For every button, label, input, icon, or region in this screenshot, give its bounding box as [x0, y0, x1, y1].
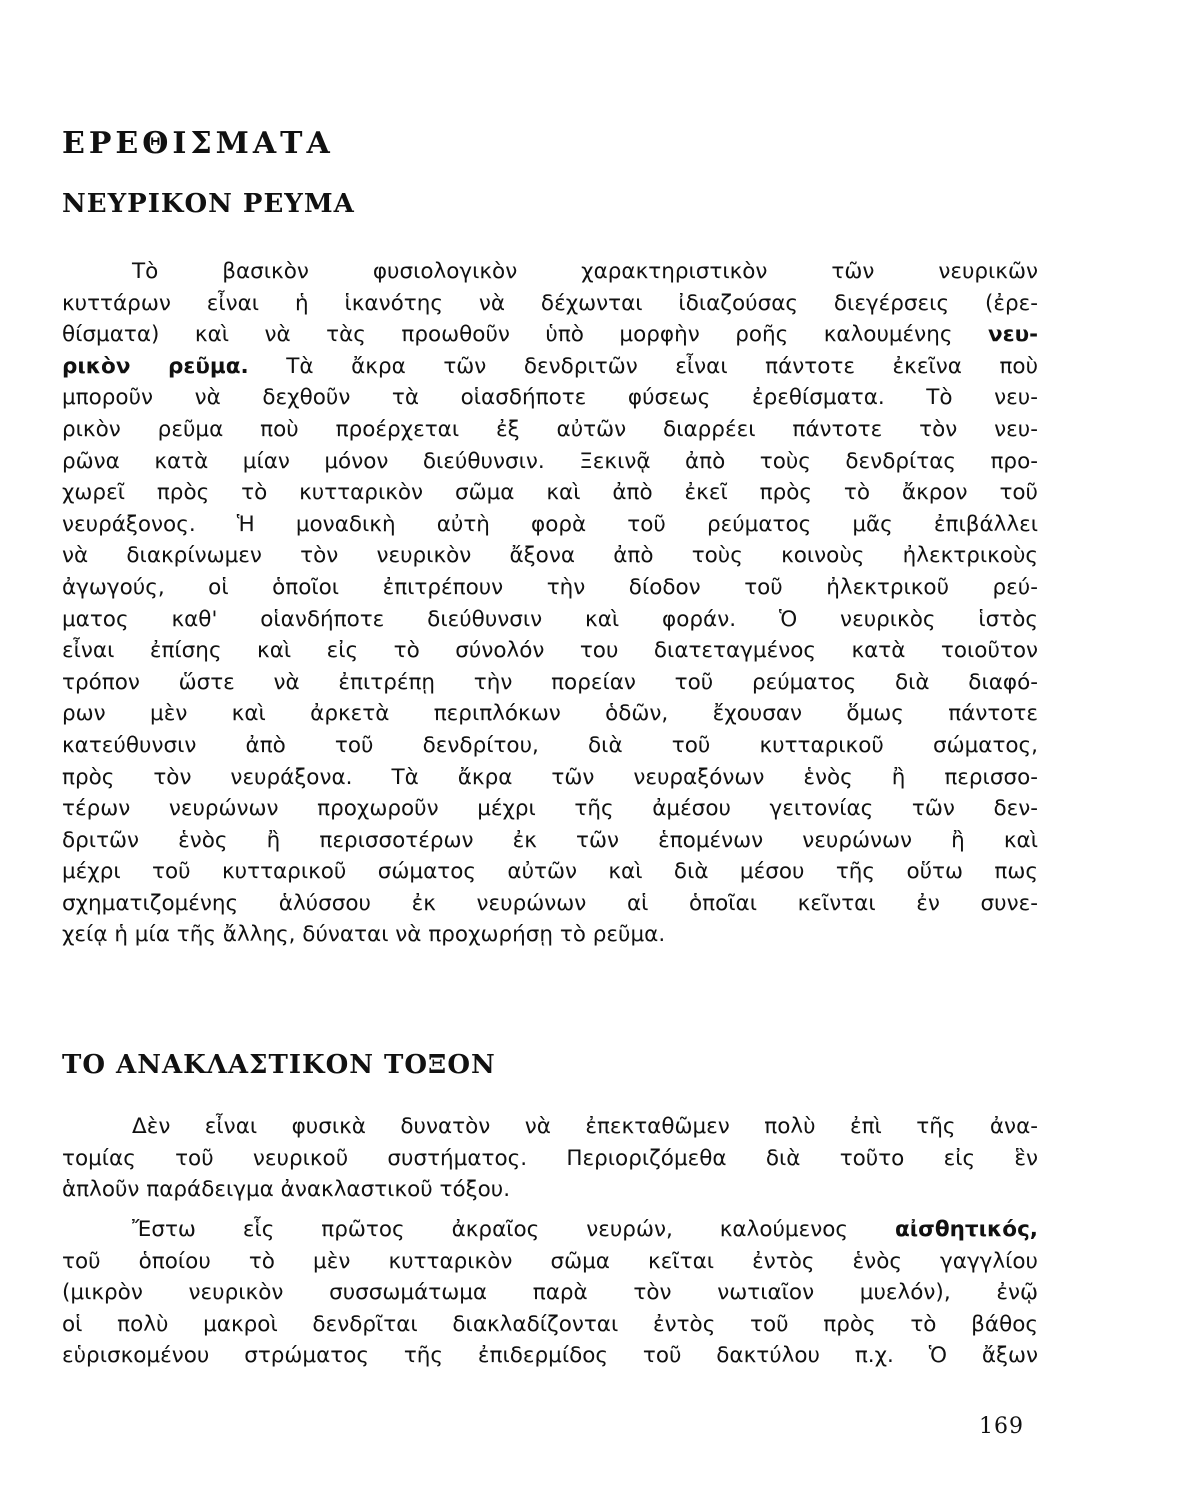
text-line: [62, 1214, 1038, 1246]
bold-term: αἰσθητικός,: [894, 1217, 1038, 1242]
text-line: ρικὸν ρεῦμα ποὺ προέρχεται ἐξ αὐτῶν διαρρέει πάντοτε τὸν νευ-: [62, 416, 1038, 442]
text-line: δριτῶν ἑνὸς ἢ περισσοτέρων ἐκ τῶν ἑπομένων νευρώνων ἢ καὶ: [62, 827, 1038, 853]
text-line: χείᾳ ἡ μία τῆς ἄλλης, δύναται νὰ προχωρήσῃ τὸ ρεῦμα.: [62, 922, 666, 948]
page-number: 169: [979, 1414, 1024, 1439]
book-page: [62, 0, 1038, 1500]
bold-term: νευ-: [987, 322, 1039, 348]
text-line: Τὸ βασικὸν φυσιολογικὸν χαρακτηριστικὸν τῶν νευρικῶν: [132, 259, 1038, 284]
text-line: (μικρὸν νευρικὸν συσσωμάτωμα παρὰ τὸν νωτιαῖον μυελόν), ἐνῷ: [62, 1280, 1038, 1306]
text-line: εὑρισκομένου στρώματος τῆς ἐπιδερμίδος τοῦ δακτύλου π.χ. Ὁ ἄξων: [62, 1343, 1038, 1369]
section-title-nerve-current: ΝΕΥΡΙΚΟΝ ΡΕΥΜΑ: [62, 189, 355, 219]
text-line: οἱ πολὺ μακροὶ δενδρῖται διακλαδίζονται ἐντὸς τοῦ πρὸς τὸ βάθος: [62, 1311, 1038, 1337]
paragraph-sensory-neuron: [62, 1214, 1038, 1372]
text-line: εἶναι ἐπίσης καὶ εἰς τὸ σύνολόν του διατεταγμένος κατὰ τοιοῦτον: [62, 638, 1038, 664]
section-title-reflex-arc: ΤΟ ΑΝΑΚΛΑΣΤΙΚΟΝ ΤΟΞΟΝ: [62, 1050, 496, 1080]
paragraph-reflex-intro: [62, 1111, 1038, 1206]
text-line: ἁπλοῦν παράδειγμα ἀνακλαστικοῦ τόξου.: [62, 1177, 511, 1203]
text-line: μποροῦν νὰ δεχθοῦν τὰ οἱασδήποτε φύσεως ἐρεθίσματα. Τὸ νευ-: [62, 385, 1038, 411]
text-line: τομίας τοῦ νευρικοῦ συστήματος. Περιοριζόμεθα διὰ τοῦτο εἰς ἓν: [62, 1145, 1038, 1171]
chapter-title: ΕΡΕΘΙΣΜΑΤΑ: [62, 126, 334, 161]
text-line: νευράξονος. Ἡ μοναδικὴ αὐτὴ φορὰ τοῦ ρεύματος μᾶς ἐπιβάλλει: [62, 511, 1038, 537]
text-line: νὰ διακρίνωμεν τὸν νευρικὸν ἄξονα ἀπὸ τοὺς κοινοὺς ἠλεκτρικοὺς: [62, 543, 1038, 569]
text-segment: θίσματα) καὶ νὰ τὰς προωθοῦν ὑπὸ μορφὴν ροῆς καλουμένης: [62, 322, 953, 348]
text-line: τρόπον ὥστε νὰ ἐπιτρέπῃ τὴν πορείαν τοῦ ρεύματος διὰ διαφό-: [62, 669, 1038, 695]
text-line: ἀγωγούς, οἱ ὁποῖοι ἐπιτρέπουν τὴν δίοδον τοῦ ἠλεκτρικοῦ ρεύ-: [62, 574, 1038, 600]
text-segment: Τὰ ἄκρα τῶν δενδριτῶν εἶναι πάντοτε ἐκεῖνα ποὺ: [286, 353, 1039, 379]
text-line: κυττάρων εἶναι ἡ ἱκανότης νὰ δέχωνται ἰδιαζούσας διεγέρσεις (ἐρε-: [62, 290, 1038, 316]
text-line: τέρων νευρώνων προχωροῦν μέχρι τῆς ἀμέσου γειτονίας τῶν δεν-: [62, 796, 1038, 822]
text-line: [62, 319, 1038, 351]
text-line: ρων μὲν καὶ ἀρκετὰ περιπλόκων ὁδῶν, ἔχουσαν ὅμως πάντοτε: [62, 701, 1038, 727]
text-line: τοῦ ὁποίου τὸ μὲν κυτταρικὸν σῶμα κεῖται ἐντὸς ἑνὸς γαγγλίου: [62, 1248, 1038, 1274]
text-line: κατεύθυνσιν ἀπὸ τοῦ δενδρίτου, διὰ τοῦ κυτταρικοῦ σώματος,: [62, 732, 1038, 758]
bold-term: ρεῦμα.: [168, 353, 249, 379]
paragraph-nerve-current: [62, 256, 1038, 951]
text-line: [62, 351, 1038, 383]
text-line: πρὸς τὸν νευράξονα. Τὰ ἄκρα τῶν νευραξόνων ἑνὸς ἢ περισσο-: [62, 764, 1038, 790]
text-line: ματος καθ' οἱανδήποτε διεύθυνσιν καὶ φοράν. Ὁ νευρικὸς ἱστὸς: [62, 606, 1038, 632]
text-line: σχηματιζομένης ἁλύσσου ἐκ νευρώνων αἱ ὁποῖαι κεῖνται ἐν συνε-: [62, 890, 1038, 916]
text-segment: Ἔστω εἷς πρῶτος ἀκραῖος νευρών, καλούμενος: [132, 1217, 848, 1242]
text-line: Δὲν εἶναι φυσικὰ δυνατὸν νὰ ἐπεκταθῶμεν πολὺ ἐπὶ τῆς ἀνα-: [132, 1114, 1038, 1139]
text-line: χωρεῖ πρὸς τὸ κυτταρικὸν σῶμα καὶ ἀπὸ ἐκεῖ πρὸς τὸ ἄκρον τοῦ: [62, 480, 1038, 506]
text-line: ρῶνα κατὰ μίαν μόνον διεύθυνσιν. Ξεκινᾷ ἀπὸ τοὺς δενδρίτας προ-: [62, 448, 1038, 474]
bold-term: ρικὸν: [62, 353, 131, 379]
text-line: μέχρι τοῦ κυτταρικοῦ σώματος αὐτῶν καὶ διὰ μέσου τῆς οὕτω πως: [62, 859, 1038, 885]
